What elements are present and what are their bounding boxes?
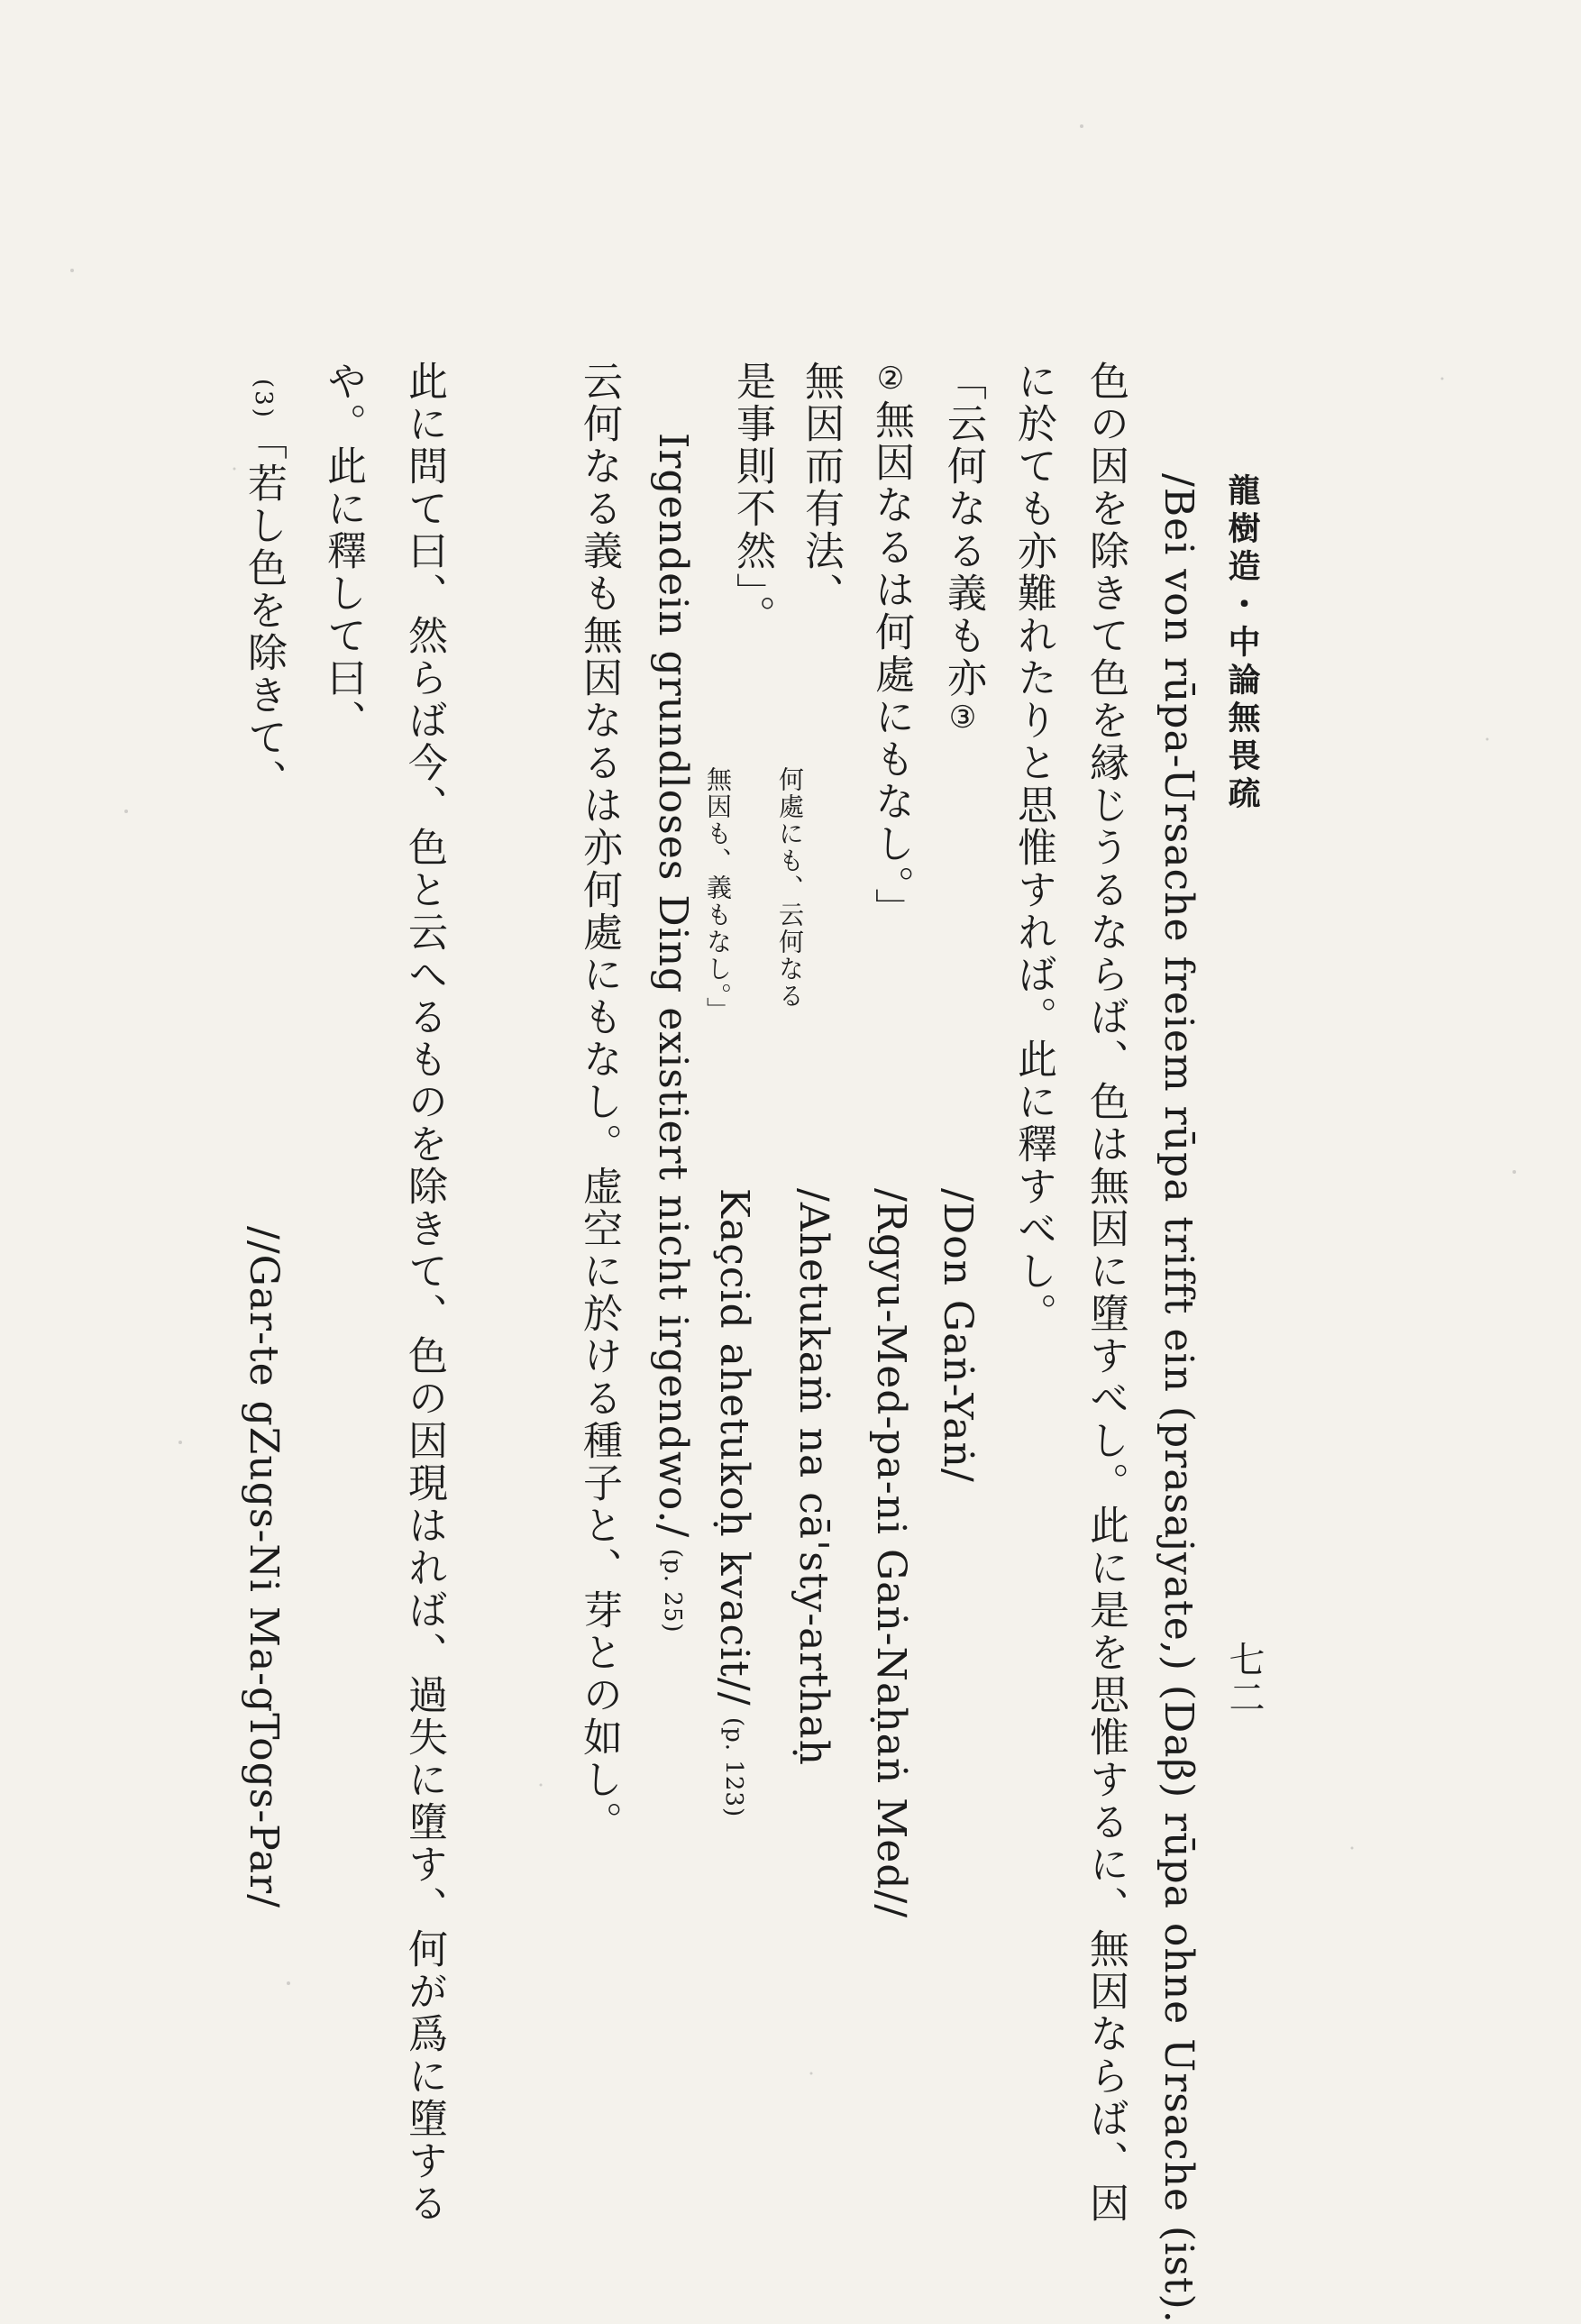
text-line-2: 色の因を除きて色を縁じうるならば、色は無因に墮すべし。此に是を思惟するに、無因ならば、因 xyxy=(1083,361,1129,2225)
gloss-line-1: 何處にも、云何なる xyxy=(775,766,805,1010)
page-number: 七二 xyxy=(1223,1641,1265,1716)
tibetan-line-3: //Gar-te gZugs-Ni Ma-gTogs-Par/ xyxy=(241,1226,287,1908)
note-marker-3b: (3) xyxy=(250,379,277,420)
gloss-line-2: 無因も、義もなし。」 xyxy=(703,766,733,1024)
text-line-5: 此に問て曰、然らば今、色と云へるものを除きて、色の因現はれば、過失に墮す、何が爲に墮する xyxy=(401,361,447,2225)
verse-line-2 xyxy=(868,361,914,930)
text-line-6: や。此に釋して曰、 xyxy=(320,361,366,742)
verse-line-1 xyxy=(940,361,986,738)
sanskrit-line-2-text: Kaçcid ahetukoḥ kvacit// xyxy=(711,1188,757,1706)
tibetan-line-2: /Rgyu-Med-pa-ni Gaṅ-Naḥaṅ Med// xyxy=(868,1188,914,1919)
page-reference-123: (p. 123) xyxy=(720,1716,747,1817)
sanskrit-line-1: /Ahetukaṁ na cā'sty-arthaḥ xyxy=(790,1188,836,1766)
chinese-verse-2: 是事則不然」。 xyxy=(729,361,775,637)
tibetan-line-1: /Don Gaṅ-Yaṅ/ xyxy=(935,1188,981,1483)
page-reference-25: (p. 25) xyxy=(659,1549,686,1633)
chinese-verse-1: 無因而有法、 xyxy=(798,361,844,615)
german-verse-text: Irgendein grundloses Ding existiert nicht irgendwo./ xyxy=(650,433,696,1539)
verse-open-bracket: 「 xyxy=(940,361,986,403)
note-marker-2: ② xyxy=(873,361,909,399)
german-verse xyxy=(650,433,696,1633)
verse-line-1-text: 云何なる義も亦 xyxy=(940,403,986,700)
note-marker-3: ③ xyxy=(945,700,981,738)
sanskrit-line-2 xyxy=(711,1188,757,1817)
text-line-7-text: 「若し色を除きて、 xyxy=(241,419,287,801)
verse-line-2-text: 無因なるは何處にもなし。」 xyxy=(868,399,914,930)
running-title: 龍樹造・中論無畏疏 xyxy=(1223,473,1261,814)
text-line-4: 云何なる義も無因なるは亦何處にもなし。虚空に於ける種子と、芽との如し。 xyxy=(576,361,622,1844)
text-line-3: に於ても亦難れたりと思惟すれば。此に釋すべし。 xyxy=(1010,361,1056,1335)
german-line-1: /Bei von rūpa-Ursache freiem rūpa trifft ein (prasajyate,) (Daβ) rūpa ohne Ursache (ist). xyxy=(1156,473,1202,2324)
text-line-7 xyxy=(241,379,287,801)
